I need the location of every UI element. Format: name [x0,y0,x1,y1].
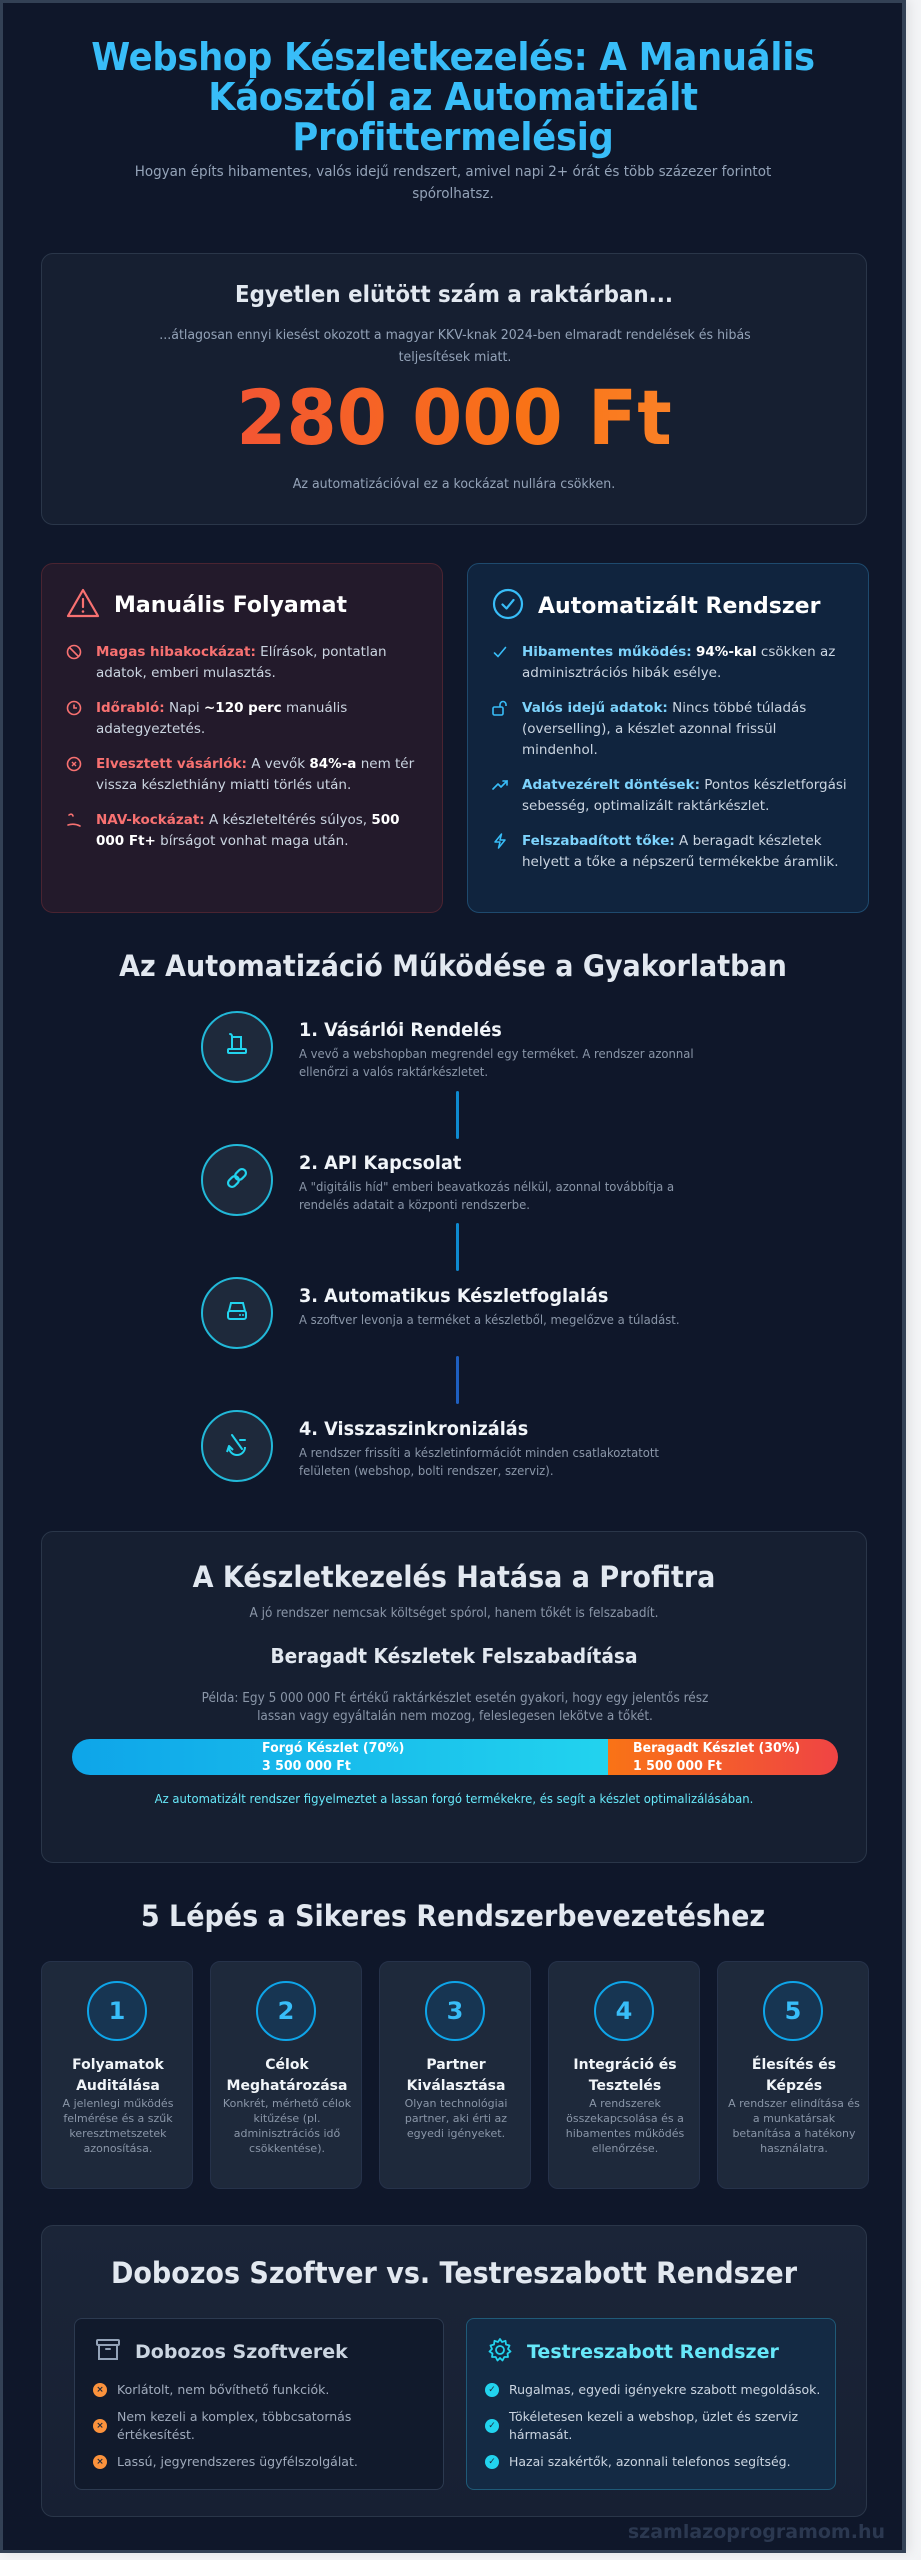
watermark: szamlazoprogramom.hu [627,2521,885,2543]
storage-drive-icon [222,1296,252,1330]
step-card-desc: Olyan technológiai partner, aki érti az egyedi igényeket. [404,2097,508,2140]
stat-value: 280 000 Ft [63,376,846,460]
stock-split-bar [72,1739,838,1775]
boxed-title: Dobozos Szoftverek [135,2341,348,2363]
page-title: Webshop Készletkezelés: A Manuális Káosztól az Automatizált Profittermelésig [91,35,815,159]
step-card-desc: A jelenlegi működés felmérése és a szűk keresztmetszetek azonosítása. [62,2097,174,2155]
check-badge-icon: ✓ [485,2455,499,2469]
boxed-item: × Lassú, jegyrendszeres ügyfélszolgálat. [93,2453,433,2471]
page-subtitle: Hogyan építs hibamentes, valós idejű rendszert, amivel napi 2+ órát és több százezer forintot spórolhatsz. [134,164,772,202]
step-card [717,1961,869,2189]
link-icon [222,1163,252,1197]
step-title: 4. Visszaszinkronizálás [299,1418,529,1440]
automated-title: Automatizált Rendszer [538,593,821,619]
step-card-title: Integráció és Tesztelés [573,2057,677,2094]
custom-item: ✓ Tökéletesen kezeli a webshop, üzlet és szerviz hármasát. [485,2408,825,2444]
step-number: 5 [763,1981,823,2041]
stuck-stock-segment: Beragadt Készlet (30%) 1 500 000 Ft [608,1739,838,1775]
manual-process-card [41,563,443,913]
manual-item: NAV-kockázat: A készleteltérés súlyos, 500 000 Ft+ bírságot vonhat maga után. [66,810,426,852]
step-card [548,1961,700,2189]
step-card-desc: A rendszerek összekapcsolása és a hibamentes működés ellenőrzése. [565,2097,685,2155]
clock-icon [66,700,84,740]
step-card-title: Élesítés és Képzés [751,2057,837,2094]
automated-item: Valós idejű adatok: Nincs többé túladás (overselling), a készlet azonnal frissül mindenhol. [492,698,852,761]
custom-item: ✓ Rugalmas, egyedi igényekre szabott megoldások. [485,2381,825,2399]
x-badge-icon: × [93,2419,107,2433]
boxed-item: × Korlátolt, nem bővíthető funkciók. [93,2381,433,2399]
process-step [201,1011,761,1085]
automated-system-card [467,563,869,913]
loss-stat-card [41,253,867,525]
versus-title: Dobozos Szoftver vs. Testreszabott Rendszer [110,2256,798,2290]
step-card [41,1961,193,2189]
step-number: 2 [256,1981,316,2041]
automated-item: Hibamentes működés: 94%-kal csökken az adminisztrációs hibák esélye. [492,642,852,684]
profit-impact-card [41,1531,867,1863]
x-circle-icon [66,756,84,796]
sync-icon [222,1429,252,1463]
boxed-vs-custom-card [41,2225,867,2517]
process-step [201,1277,761,1351]
step-number: 1 [87,1981,147,2041]
gavel-icon [66,812,84,852]
five-steps-title: 5 Lépés a Sikeres Rendszerbevezetéshez [140,1899,766,1933]
process-title: Az Automatizáció Működése a Gyakorlatban [119,949,787,983]
check-badge-icon: ✓ [485,2383,499,2397]
step-card-title: Célok Meghatározása [226,2057,348,2094]
profit-note: Az automatizált rendszer figyelmeztet a lassan forgó termékekre, és segít a készlet optimalizálásában. [154,1791,754,1806]
stuck-stock-example: Példa: Egy 5 000 000 Ft értékű raktárkészlet esetén gyakori, hogy egy jelentős rész lassan vagy egyáltalán nem mozog, feleslegesen lekötve a tőkét. [201,1691,709,1724]
timeline-connector [456,1356,459,1404]
step-title: 2. API Kapcsolat [299,1152,462,1174]
step-card-title: Folyamatok Auditálása [72,2057,164,2094]
stat-note: Az automatizációval ez a kockázat nullára csökken. [292,476,616,492]
five-steps-row [41,1961,867,2191]
process-step [201,1144,761,1218]
step-number: 4 [594,1981,654,2041]
check-circle-icon [492,588,524,624]
automated-item: Adatvezérelt döntések: Pontos készletforgási sebesség, optimalizált raktárkészlet. [492,775,852,817]
manual-title: Manuális Folyamat [114,592,348,618]
lightning-icon [492,833,510,873]
automated-item: Felszabadított tőke: A beragadt készletek helyett a tőke a népszerű termékekbe áramlik. [492,831,852,873]
manual-item: Időrabló: Napi ~120 perc manuális adategyeztetés. [66,698,426,740]
step-title: 1. Vásárlói Rendelés [299,1019,502,1041]
bell-order-icon [222,1030,252,1064]
rotating-stock-segment: Forgó Készlet (70%) 3 500 000 Ft [72,1739,608,1775]
step-description: A vevő a webshopban megrendel egy terméket. A rendszer azonnal ellenőrzi a valós raktárkészletet. [299,1046,694,1079]
step-description: A szoftver levonja a terméket a készletből, megelőzve a túladást. [299,1312,680,1327]
stuck-stock-title: Beragadt Készletek Felszabadítása [270,1644,638,1668]
profit-subtitle: A jó rendszer nemcsak költséget spórol, hanem tőkét is felszabadít. [249,1606,659,1621]
unlock-icon [492,700,510,761]
step-description: A "digitális híd" emberi beavatkozás nélkül, azonnal továbbítja a rendelés adatait a központi rendszerbe. [299,1179,675,1212]
timeline-connector [456,1223,459,1271]
archive-box-icon [95,2337,121,2367]
trend-up-icon [492,777,510,817]
step-card [210,1961,362,2189]
manual-item: Magas hibakockázat: Elírások, pontatlan adatok, emberi mulasztás. [66,642,426,684]
x-badge-icon: × [93,2383,107,2397]
custom-item: ✓ Hazai szakértők, azonnali telefonos segítség. [485,2453,825,2471]
ban-icon [66,644,84,684]
x-badge-icon: × [93,2455,107,2469]
check-icon [492,644,510,684]
step-number: 3 [425,1981,485,2041]
step-card-title: Partner Kiválasztása [406,2057,506,2094]
warning-triangle-icon [66,588,100,622]
step-card-desc: A rendszer elindítása és a munkatársak betanítása a hatékony használatra. [728,2097,860,2155]
timeline-connector [456,1091,459,1139]
step-title: 3. Automatikus Készletfoglalás [299,1285,609,1307]
stat-title: Egyetlen elütött szám a raktárban... [234,282,674,308]
boxed-item: × Nem kezeli a komplex, többcsatornás értékesítést. [93,2408,433,2444]
gear-icon [487,2337,513,2367]
step-card-desc: Konkrét, mérhető célok kitűzése (pl. adminisztrációs idő csökkentése). [222,2097,352,2155]
stat-description: ...átlagosan ennyi kiesést okozott a magyar KKV-knak 2024-ben elmaradt rendelések és hibás teljesítések miatt. [159,327,751,365]
step-description: A rendszer frissíti a készletinformációt minden csatlakoztatott felületen (webshop, bolti rendszer, szerviz). [299,1445,659,1478]
boxed-software-panel [74,2318,444,2490]
profit-title: A Készletkezelés Hatása a Profitra [192,1560,716,1594]
manual-item: Elvesztett vásárlók: A vevők 84%-a nem tér vissza készlethiány miatti törlés után. [66,754,426,796]
step-card [379,1961,531,2189]
custom-system-panel [466,2318,836,2490]
check-badge-icon: ✓ [485,2419,499,2433]
custom-title: Testreszabott Rendszer [527,2341,779,2363]
process-step [201,1410,761,1484]
